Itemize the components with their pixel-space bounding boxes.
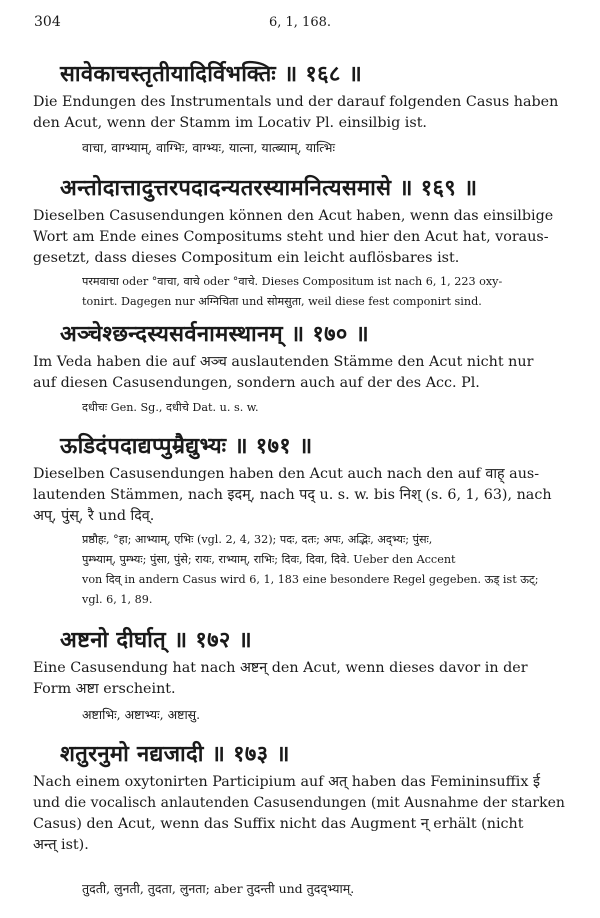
commentary-171 <box>33 464 569 527</box>
commentary-line: Im Veda haben die auf अञ्च auslautenden Stämme den Acut nicht nur <box>33 354 534 370</box>
sutra-170: अञ्चेश्छन्दस्यसर्वनामस्थानम् ॥ १७० ॥ <box>60 322 370 347</box>
example-block-171 <box>82 530 538 610</box>
commentary-line: Form अष्टा erscheint. <box>33 681 176 697</box>
commentary-169 <box>33 206 569 269</box>
commentary-line: अप्, पुंस्, रै und दिव्. <box>33 508 155 524</box>
commentary-line: Dieselben Casusendungen haben den Acut auch nach den auf वाह् aus- <box>33 466 540 482</box>
example-line: tonirt. Dagegen nur अग्निचिता und सोमसुता, weil diese fest componirt sind. <box>82 295 482 308</box>
commentary-173 <box>33 772 569 856</box>
commentary-168 <box>33 92 569 134</box>
sutra-173: शतुरनुमो नद्यजादी ॥ १७३ ॥ <box>60 742 290 767</box>
commentary-line: Dieselben Casusendungen können den Acut haben, wenn das einsilbige <box>33 208 554 224</box>
commentary-line: auf diesen Casusendungen, sondern auch auf der des Acc. Pl. <box>33 375 480 391</box>
sutra-169: अन्तोदात्तादुत्तरपदादन्यतरस्यामनित्यसमासे ॥ १६९ ॥ <box>60 176 478 201</box>
page-header <box>34 14 566 34</box>
commentary-line: Eine Casusendung hat nach अष्टन् den Acut, wenn dieses davor in der <box>33 660 528 676</box>
commentary-line: und die vocalisch anlautenden Casusendungen (mit Ausnahme der starken <box>33 795 565 811</box>
example-line: पुम्भ्याम्, पुम्भ्यः; पुंसा, पुंसे; रायः, राभ्याम्, राभिः; दिवः, दिवा, दिवे. Ueber den Accent <box>82 553 456 566</box>
commentary-line: Nach einem oxytonirten Participium auf अत् haben das Femininsuffix ई <box>33 774 540 790</box>
commentary-170 <box>33 352 569 394</box>
commentary-line: Casus) den Acut, wenn das Suffix nicht das Augment न् erhält (nicht <box>33 816 524 832</box>
page-number: 304 <box>34 14 61 30</box>
commentary-172 <box>33 658 569 700</box>
sutra-168: सावेकाचस्तृतीयादिर्विभक्तिः ॥ १६८ ॥ <box>60 62 363 87</box>
example-block-169 <box>82 272 502 312</box>
commentary-line: gesetzt, dass dieses Compositum ein leicht auflösbares ist. <box>33 250 460 266</box>
commentary-line: अन्त् ist). <box>33 837 89 853</box>
example-line: von दिव् in andern Casus wird 6, 1, 183 eine besondere Regel gegeben. ऊड् ist ऊट्; <box>82 573 539 586</box>
example-line: दधीचः Gen. Sg., दधीचे Dat. u. s. w. <box>82 401 259 414</box>
sutra-172: अष्टनो दीर्घात् ॥ १७२ ॥ <box>60 628 252 653</box>
example-line: वाचा, वाग्भ्याम्, वाग्भिः, वाग्भ्यः, यात्ना, यात्ब्याम्, यात्भिः <box>82 140 335 155</box>
example-line: प्रष्ठौहः, °हा; आभ्याम्, एभिः (vgl. 2, 4, 32); पदः, दतः; अपः, अद्भिः, अद्भ्यः; पुंसः, <box>82 533 433 546</box>
example-line: अष्टाभिः, अष्टाभ्यः, अष्टासु. <box>82 707 201 722</box>
commentary-line: Die Endungen des Instrumentals und der darauf folgenden Casus haben <box>33 94 559 110</box>
example-line: vgl. 6, 1, 89. <box>82 593 153 606</box>
example-line: तुदती, लुनती, तुदता, लुनता; aber तुदन्ती und तुदद्भ्याम्. <box>82 881 355 896</box>
running-head: 6, 1, 168. <box>268 15 332 30</box>
sutra-171: ऊडिदंपदाद्यप्पुम्रैद्युभ्यः ॥ १७१ ॥ <box>60 434 313 459</box>
example-line: परमवाचा oder °वाचा, वाचे oder °वाचे. Dieses Compositum ist nach 6, 1, 223 oxy- <box>82 275 503 288</box>
commentary-line: den Acut, wenn der Stamm im Locativ Pl. einsilbig ist. <box>33 115 427 131</box>
commentary-line: lautenden Stämmen, nach इदम्, nach पद् u. s. w. bis निश् (s. 6, 1, 63), nach <box>33 487 552 503</box>
commentary-line: Wort am Ende eines Compositums steht und hier den Acut hat, voraus- <box>33 229 549 245</box>
